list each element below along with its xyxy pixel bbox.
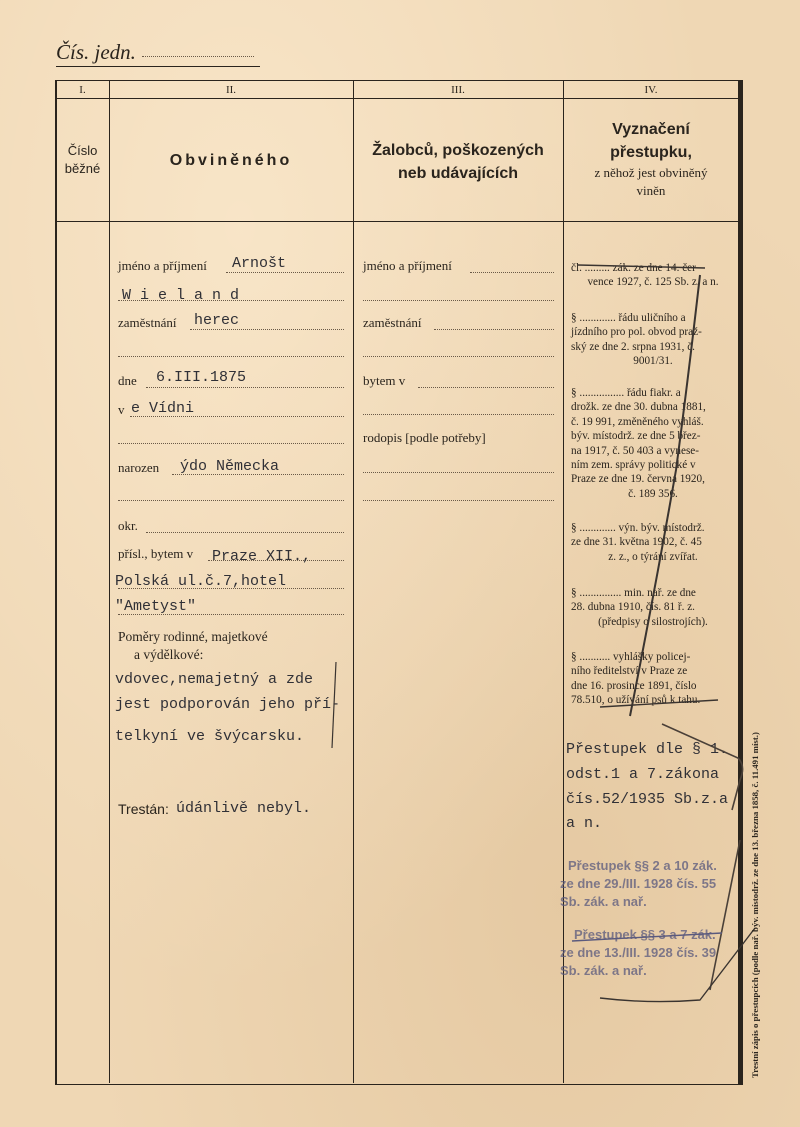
offense-stamp-2: Přestupek §§ 3 a 7 zák. ze dne 13./III. 1928 čís. 39 Sb. zák. a nař. [560, 927, 717, 978]
accused-circumstances-1: vdovec,nemajetný a zde [115, 671, 314, 688]
accused-name-label: jméno a příjmení [118, 258, 207, 273]
accused-born-value: ýdo Německa [180, 458, 280, 475]
plaintiff-occupation-label: zaměstnání [363, 315, 422, 330]
reference-number-label: Čís. jedn. [56, 40, 136, 64]
accused-domicile: Praze XII., [212, 548, 312, 565]
column-header-plaintiffs: Žalobců, poškozených neb udávajících [372, 142, 544, 182]
column-header-offense: Vyznačení přestupku, z něhož jest obviněný viněn [594, 121, 708, 198]
accused-first-name: Arnošt [232, 255, 287, 272]
accused-convicted-value: údánlivě nebyl. [176, 800, 312, 817]
offense-stamp-1: Přestupek §§ 2 a 10 zák. ze dne 29./III. 1928 čís. 55 Sb. zák. a nař. [560, 858, 717, 909]
accused-date-label: dne [118, 373, 137, 388]
offense-typed-1: Přestupek dle § 1. [566, 741, 729, 758]
column-header-serial: Číslo běžné [64, 143, 101, 176]
column-number-2: II. [225, 84, 237, 96]
accused-domicile-label: přísl., bytem v [118, 546, 194, 561]
accused-convicted-label: Trestán: [118, 801, 169, 817]
offense-paragraph-2: § ............. řádu uličního a jízdního pro pol. obvod praž- ský ze dne 2. srpna 1931, č. 9001/31. [571, 312, 702, 368]
column-number-1: I. [79, 84, 86, 96]
accused-circumstances-3: telkyní ve švýcarsku. [115, 728, 305, 745]
offense-paragraph-1: čl. ......... zák. ze dne 14. čer- vence 1927, č. 125 Sb. z. a n. [571, 262, 719, 289]
offense-paragraph-3: § ................ řádu fiakr. a drožk. ze dne 30. dubna 1881, č. 19 991, změněného vyhláš. býv. místodrž. ze dne 5 břez- na 1917, č. 50 403 a vynese- ním zem. správy politické v Praze ze dne 19. června 1920, č. 189 356. [571, 387, 706, 500]
accused-birth-place: e Vídni [131, 400, 195, 417]
accused-address: Polská ul.č.7,hotel [115, 573, 287, 590]
accused-occupation: herec [194, 312, 240, 329]
accused-birth-date: 6.III.1875 [156, 369, 247, 386]
accused-surname: W i e l a n d [122, 287, 240, 304]
offense-typed-2: odst.1 a 7.zákona [566, 766, 720, 783]
accused-district-label: okr. [118, 518, 138, 533]
column-number-4: IV. [644, 84, 658, 96]
offense-typed-3: čís.52/1935 Sb.z.a [566, 791, 729, 808]
offense-paragraph-4: § ............. výn. býv. místodrž. ze dne 31. května 1902, č. 45 z. z., o týrání zvířat. [571, 522, 705, 563]
plaintiff-residence-label: bytem v [363, 373, 406, 388]
plaintiff-name-label: jméno a příjmení [363, 258, 452, 273]
accused-circumstances-label-2: a výdělkové: [134, 647, 204, 662]
plaintiff-record-label: rodopis [podle potřeby] [363, 430, 486, 445]
offense-paragraph-6: § ........... vyhlášky policej- ního ředitelství v Praze ze dne 16. prosince 1891, číslo 78.510, o užívání psů k tahu. [571, 651, 701, 707]
accused-occupation-label: zaměstnání [118, 315, 177, 330]
accused-born-label: narozen [118, 460, 160, 475]
column-header-accused: Obviněného [169, 152, 293, 169]
accused-hotel: "Ametyst" [115, 598, 197, 615]
column-number-3: III. [451, 84, 465, 96]
offense-paragraph-5: § ............... min. nař. ze dne 28. dubna 1910, čís. 81 ř. z. (předpisy o silostrojích). [571, 587, 708, 628]
accused-circumstances-label-1: Poměry rodinné, majetkové [118, 629, 268, 644]
accused-place-prefix: v [118, 402, 125, 417]
offense-typed-4: a n. [566, 815, 603, 832]
accused-circumstances-2: jest podporován jeho pří- [115, 696, 341, 713]
form-side-note: Trestní zápis o přestupcích (podle nař. býv. místodrž. ze dne 13. března 1858, č. 11.491 míst.) [750, 732, 760, 1078]
